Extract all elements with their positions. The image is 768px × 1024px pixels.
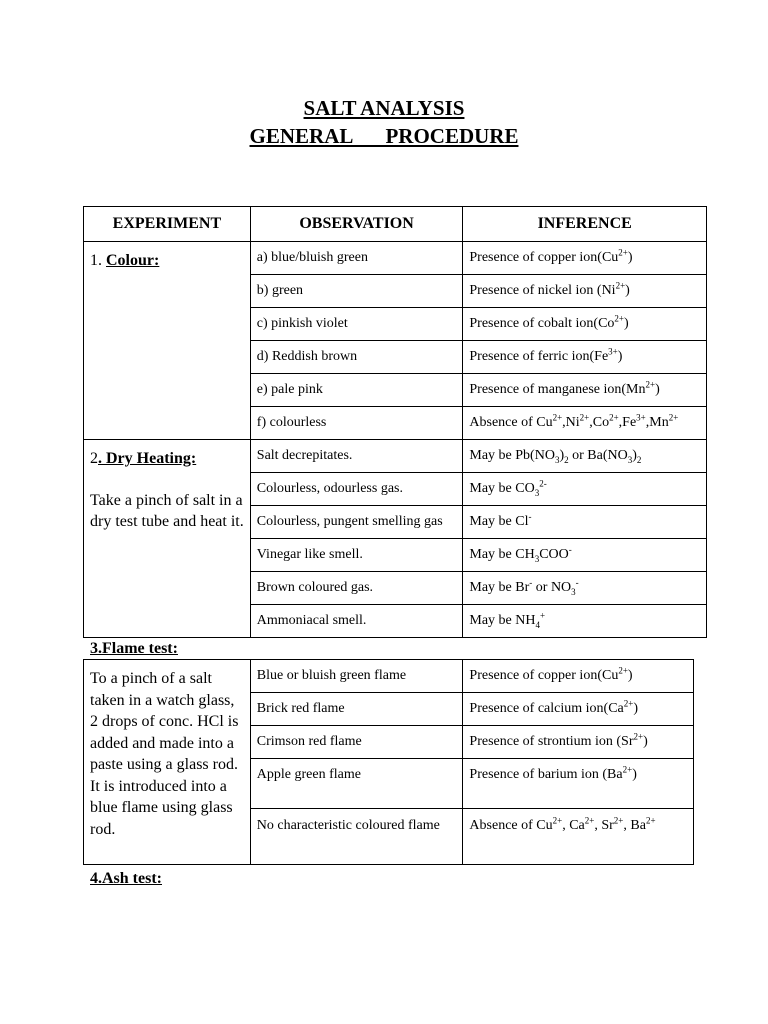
table-row bbox=[84, 440, 707, 473]
table-row bbox=[84, 660, 694, 693]
observation-cell: Apple green flame bbox=[250, 759, 463, 809]
observation-cell: Blue or bluish green flame bbox=[250, 660, 463, 693]
inference-cell: Absence of $Cu^{2+}$, $Ca^{2+}$, $Sr^{2+}$, $Ba^{2+}$ bbox=[463, 809, 694, 865]
observation-cell: Vinegar like smell. bbox=[250, 539, 463, 572]
inference-cell: May be $CO_3^{2-}$ bbox=[463, 473, 707, 506]
observation-cell: Ammoniacal smell. bbox=[250, 605, 463, 638]
observation-cell: d) Reddish brown bbox=[250, 341, 463, 374]
experiment-number: 2 bbox=[90, 450, 98, 467]
observation-cell: No characteristic coloured flame bbox=[250, 809, 463, 865]
inference-cell: May be $NH_4^+$ bbox=[463, 605, 707, 638]
inference-cell: May be Br- or $NO_3^-$ bbox=[463, 572, 707, 605]
observation-cell: c) pinkish violet bbox=[250, 308, 463, 341]
page-title-line1: SALT ANALYSIS bbox=[303, 96, 465, 120]
analysis-table-main bbox=[83, 206, 707, 638]
observation-cell: f) colourless bbox=[250, 407, 463, 440]
inference-cell: May be $CH_3COO^-$ bbox=[463, 539, 707, 572]
header-inference: INFERENCE bbox=[463, 207, 707, 242]
section-heading-ash-test: 4.Ash test: bbox=[90, 870, 162, 887]
inference-cell: Absence of $Cu^{2+},Ni^{2+},Co^{2+},Fe^{3+},Mn^{2+}$ bbox=[463, 407, 707, 440]
inference-cell: May be $Pb(NO_3)_2$ or $Ba(NO_3)_2$ bbox=[463, 440, 707, 473]
observation-cell: a) blue/bluish green bbox=[250, 242, 463, 275]
section-heading-flame-test: 3.Flame test: bbox=[90, 640, 178, 657]
inference-cell: Presence of cobalt $ion(Co^{2+})$ bbox=[463, 308, 707, 341]
observation-cell: Crimson red flame bbox=[250, 726, 463, 759]
table-row bbox=[84, 242, 707, 275]
experiment-label: . Dry Heating: bbox=[98, 450, 197, 467]
table-header-row bbox=[84, 207, 707, 242]
experiment-flame-test-cell: To a pinch of a salt taken in a watch glass, 2 drops of conc. HCl is added and made into a paste using a glass rod. It is introduced into a blue flame using glass rod. bbox=[84, 660, 251, 865]
observation-cell: Brown coloured gas. bbox=[250, 572, 463, 605]
observation-cell: Salt decrepitates. bbox=[250, 440, 463, 473]
inference-cell: Presence of calcium $ion(Ca^{2+})$ bbox=[463, 693, 694, 726]
header-observation: OBSERVATION bbox=[250, 207, 463, 242]
experiment-label: Colour: bbox=[106, 252, 160, 269]
experiment-number: 1. bbox=[90, 252, 106, 269]
inference-cell: May be Cl- bbox=[463, 506, 707, 539]
experiment-description: Take a pinch of salt in a dry test tube and heat it. bbox=[90, 491, 244, 530]
experiment-colour-cell bbox=[84, 242, 251, 440]
observation-cell: e) pale pink bbox=[250, 374, 463, 407]
observation-cell: Colourless, odourless gas. bbox=[250, 473, 463, 506]
header-experiment: EXPERIMENT bbox=[84, 207, 251, 242]
page-title-line2: GENERAL PROCEDURE bbox=[249, 124, 519, 148]
inference-cell: Presence of copper $ion(Cu^{2+})$ bbox=[463, 660, 694, 693]
observation-cell: Brick red flame bbox=[250, 693, 463, 726]
experiment-dry-heating-cell bbox=[84, 440, 251, 638]
flame-test-table bbox=[83, 659, 694, 865]
observation-cell: b) green bbox=[250, 275, 463, 308]
observation-cell: Colourless, pungent smelling gas bbox=[250, 506, 463, 539]
inference-cell: Presence of strontium ion $(Sr^{2+})$ bbox=[463, 726, 694, 759]
inference-cell: Presence of barium ion $(Ba^{2+})$ bbox=[463, 759, 694, 809]
inference-cell: Presence of ferric $ion(Fe^{3+})$ bbox=[463, 341, 707, 374]
inference-cell: Presence of nickel ion $(Ni^{2+})$ bbox=[463, 275, 707, 308]
inference-cell: Presence of manganese $ion(Mn^{2+})$ bbox=[463, 374, 707, 407]
inference-cell: Presence of copper $ion(Cu^{2+})$ bbox=[463, 242, 707, 275]
